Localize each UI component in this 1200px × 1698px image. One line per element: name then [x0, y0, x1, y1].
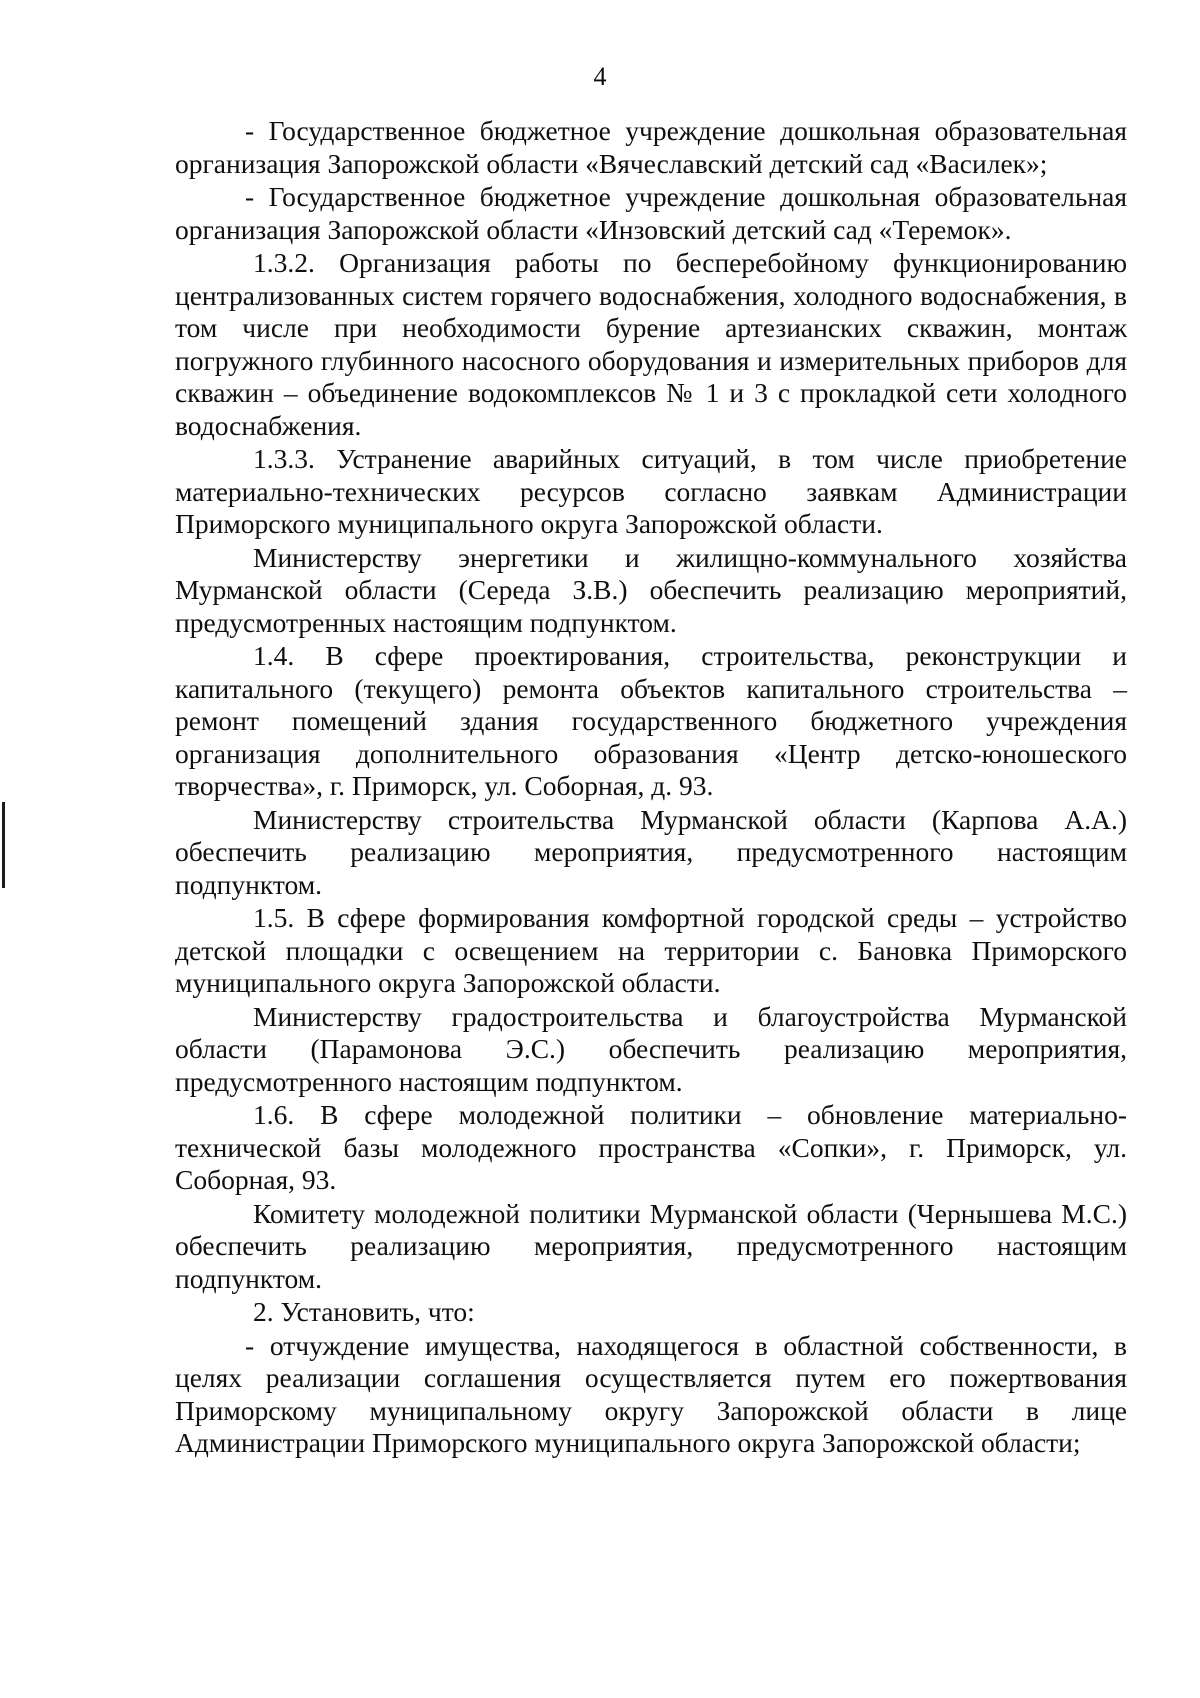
paragraph-1-6: 1.6. В сфере молодежной политики – обновление материально-технической базы молодежного пространства «Сопки», г. Приморск, ул. Соборная, 93. — [175, 1099, 1127, 1195]
page-number: 4 — [593, 62, 607, 91]
list-item-kindergarten-teremok: - Государственное бюджетное учреждение дошкольная образовательная организация Запорожской области «Инзовский детский сад «Теремок». — [175, 181, 1127, 245]
paragraph-1-3-2: 1.3.2. Организация работы по бесперебойному функционированию централизованных систем горячего водоснабжения, холодного водоснабжения, в том числе при необходимости бурение артезианских скважин, монтаж погружного глубинного насосного оборудования и измерительных приборов для скважин – объединение водокомплексов № 1 и 3 с прокладкой сети холодного водоснабжения. — [175, 247, 1127, 441]
paragraph-ministry-energy: Министерству энергетики и жилищно-коммунального хозяйства Мурманской области (Середа З.В.) обеспечить реализацию мероприятий, предусмотренных настоящим подпунктом. — [175, 541, 1127, 638]
paragraph-youth-committee: Комитету молодежной политики Мурманской области (Чернышева М.С.) обеспечить реализацию мероприятия, предусмотренного настоящим подпунктом. — [175, 1197, 1127, 1294]
list-item-kindergarten-vasilek: - Государственное бюджетное учреждение дошкольная образовательная организация Запорожской области «Вячеславский детский сад «Василек»; — [175, 115, 1127, 179]
paragraph-ministry-urban-planning: Министерству градостроительства и благоустройства Мурманской области (Парамонова Э.С.) обеспечить реализацию мероприятия, предусмотренного настоящим подпунктом. — [175, 1000, 1127, 1097]
paragraph-ministry-construction: Министерству строительства Мурманской области (Карпова А.А.) обеспечить реализацию мероприятия, предусмотренного настоящим подпунктом. — [175, 803, 1127, 900]
paragraph-1-3-3: 1.3.3. Устранение аварийных ситуаций, в том числе приобретение материально-технических ресурсов согласно заявкам Администрации Приморского муниципального округа Запорожской области. — [175, 443, 1127, 539]
scan-edge-mark — [2, 802, 5, 888]
paragraph-1-5: 1.5. В сфере формирования комфортной городской среды – устройство детской площадки с освещением на территории с. Бановка Приморского муниципального округа Запорожской области. — [175, 902, 1127, 998]
document-body — [175, 115, 1127, 1461]
paragraph-1-4: 1.4. В сфере проектирования, строительства, реконструкции и капитального (текущего) ремонта объектов капитального строительства – ремонт помещений здания государственного бюджетного учреждения организация дополнительного образования «Центр детско-юношеского творчества», г. Приморск, ул. Соборная, д. 93. — [175, 640, 1127, 801]
list-item-property-alienation: - отчуждение имущества, находящегося в областной собственности, в целях реализации соглашения осуществляется путем его пожертвования Приморскому муниципальному округу Запорожской области в лице Администрации Приморского муниципального округа Запорожской области; — [175, 1329, 1127, 1458]
paragraph-2: 2. Установить, что: — [253, 1296, 475, 1327]
